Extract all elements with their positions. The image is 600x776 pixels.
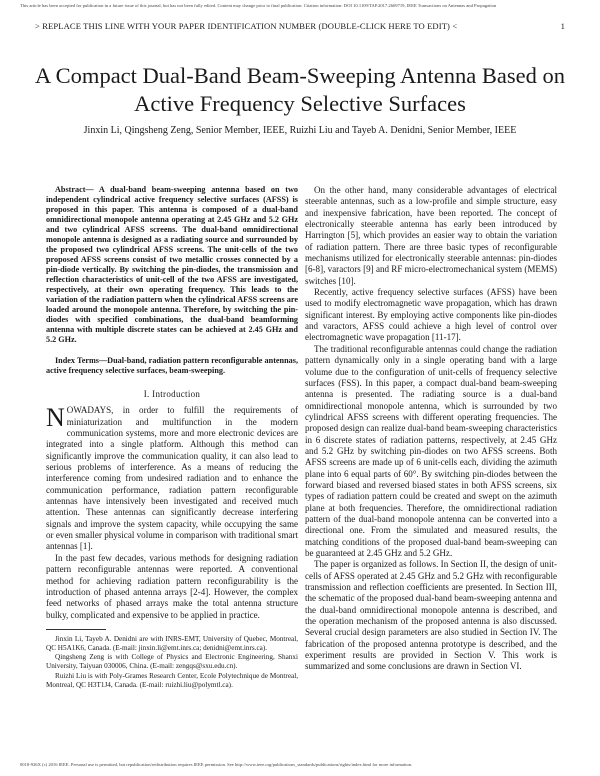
intro-paragraph-1 [46,405,298,552]
body-paragraph: Recently, active frequency selective surfaces (AFSS) have been used to modify electromagnetic wave propagation, which has drawn significant interest. By employing active components like pin-diodes and varactors, AFSS could achieve a high level of control over electromagnetic wave propagation [11-17]. [305,287,557,343]
intro-paragraph-2: In the past few decades, various methods for designing radiation pattern reconfigurable antennas were reported. A conventional method for achieving radiation pattern reconfigurability is the introduction of phased antenna arrays [2-4]. However, the complex feed networks of phased arrays make the total antenna structure bulky, complicated and expensive to be applied in practice. [46,552,298,620]
author-list: Jinxin Li, Qingsheng Zeng, Senior Member, IEEE, Ruizhi Liu and Tayeb A. Denidni, Senior Member, IEEE [83,125,517,136]
footnote-3: Ruizhi Liu is with Poly-Grames Research Center, Ecole Polytechnique de Montreal, Montreal, QC H3T1J4, Canada. (E-mail: ruizhi.liu@polymtl.ca). [46,671,298,689]
page-number: 1 [560,21,565,31]
running-head [35,21,565,31]
intro-paragraph-1-text: OWADAYS, in order to fulfill the requirements of miniaturization and multifunction in the modern communication systems, more and more electronic devices are integrated into a single platform. Although this method can significantly improve the communication quality, it can also lead to serious problems of interference. As a means of reducing the interference coming from undesired radiation and to enhance the communication performance, radiation pattern reconfigurable antennas have intensively been investigated and received much attention. These antennas can significantly decrease interfering signals and improve the system capacity, while occupying the same or even smaller physical volume in comparison with traditional smart antennas [1]. [46,405,298,552]
drop-cap: N [46,403,65,433]
copyright-footer: 0018-926X (c) 2016 IEEE. Personal use is permitted, but republication/redistribution requires IEEE permission. See http://www.ieee.org/publications_standards/publications/rights/index.html for more information. [20,762,413,767]
running-head-text: > REPLACE THIS LINE WITH YOUR PAPER IDENTIFICATION NUMBER (DOUBLE-CLICK HERE TO EDIT) < [35,21,458,31]
body-paragraph: The paper is organized as follows. In Section II, the design of unit-cells of AFSS operated at 2.45 GHz and 5.2 GHz with reconfigurable transmission and reflection coefficients are presented. In Section III, the schematic of the proposed dual-band beam-sweeping antenna and the dual-band omnidirectional monopole antenna is described, and the operation mechanism of the proposed antenna is also discussed. Several crucial design parameters are also studied in Section IV. The fabrication of the proposed antenna prototype is described, and the experiment results are provided in Section V. This work is summarized and some conclusions are drawn in Section VI. [305,559,557,672]
section-heading-introduction: I. Introduction [143,389,201,399]
footnote-2: Qingsheng Zeng is with College of Physics and Electronic Engineering, Shanxi University, Taiyuan 030006, China. (E-mail: zengqs@sxu.edu.cn). [46,653,298,671]
body-paragraph: On the other hand, many considerable advantages of electrical steerable antennas, such as a low-profile and simple structure, easy and inexpensive fabrication, have been reported. The concept of electronically steerable antenna has early been introduced by Harrington [5], which provides an easier way to obtain the variation of radiation pattern. There are three basic types of reconfigurable mechanisms utilized for electronically steerable antennas: pin-diodes [6-8], varactors [9] and RF micro-electromechanical system (MEMS) switches [10]. [305,185,557,286]
footnote-divider [46,629,106,630]
right-column [305,185,557,673]
journal-notice: This article has been accepted for publication in a future issue of this journal, but has not been fully edited. Content may change prior to final publication. Citation information: DOI 10.1109/TAP.2017.2669719, IEEE Transactions on Antennas and Propagation [20,3,497,8]
left-column [46,185,298,690]
body-paragraph: The traditional reconfigurable antennas could change the radiation pattern dynamically only in a single operating band with a large volume due to the configuration of unit-cells of frequency selective surfaces (FSS). In this paper, a compact dual-band beam-sweeping antenna is presented. The radiating source is a dual-band omnidirectional monopole antenna, which is surrounded by two cylindrical AFSS screens with different operating frequencies. The proposed design can realize dual-band beam-sweeping characteristics in 6 discrete states of radiation patterns, respectively, at 2.45 GHz and 5.2 GHz by switching pin-diodes on two AFSS screens. Both AFSS screens are made up of 6 unit-cells each, dividing the azimuth plane into 6 equal parts of 60°. By switching pin-diodes between the forward biased and reversed biased states in both AFSS screens, six types of radiation pattern could be created and swept on the azimuth plane at both frequencies. Therefore, the omnidirectional radiation pattern of the dual-band monopole antenna can be converted into a directional one. From the simulated and measured results, the matching conditions of the proposed dual-band beam-sweeping can be guaranteed at 2.45 GHz and 5.2 GHz. [305,343,557,558]
index-terms: Index Terms—Dual-band, radiation pattern reconfigurable antennas, active frequency selective surfaces, beam-sweeping. [46,356,298,375]
footnote-1: Jinxin Li, Tayeb A. Denidni are with INRS-EMT, University of Quebec, Montreal, QC H5A1K6, Canada. (E-mail: jinxin.li@emt.inrs.ca; denidni@emt.inrs.ca). [46,634,298,653]
paper-title: A Compact Dual-Band Beam-Sweeping Antenna Based on Active Frequency Selective Surfaces [35,63,565,116]
abstract: Abstract— A dual-band beam-sweeping antenna based on two independent cylindrical active frequency selective surfaces (AFSS) is proposed in this paper. This antenna is composed of a dual-band omnidirectional monopole antenna operating at 2.45 GHz and 5.2 GHz and two cylindrical AFSS screens. The dual-band omnidirectional monopole antenna is designed as a radiating source and surrounded by the proposed two cylindrical AFSS screens. The unit-cells of the two proposed AFSS screens consist of two metallic crosses connected by a pin-diode vertically. By switching the pin-diodes, the transmission and reflection characteristics of unit-cell of the two AFSS are investigated, respectively, at their own operating frequency. This leads to the variation of the radiation pattern when the cylindrical AFSS screens are loaded around the monopole antenna. Therefore, by switching the pin-diodes with specified combinations, the dual-band beamforming antenna with multiple discrete states can be achieved at 2.45 GHz and 5.2 GHz. [46,185,298,344]
